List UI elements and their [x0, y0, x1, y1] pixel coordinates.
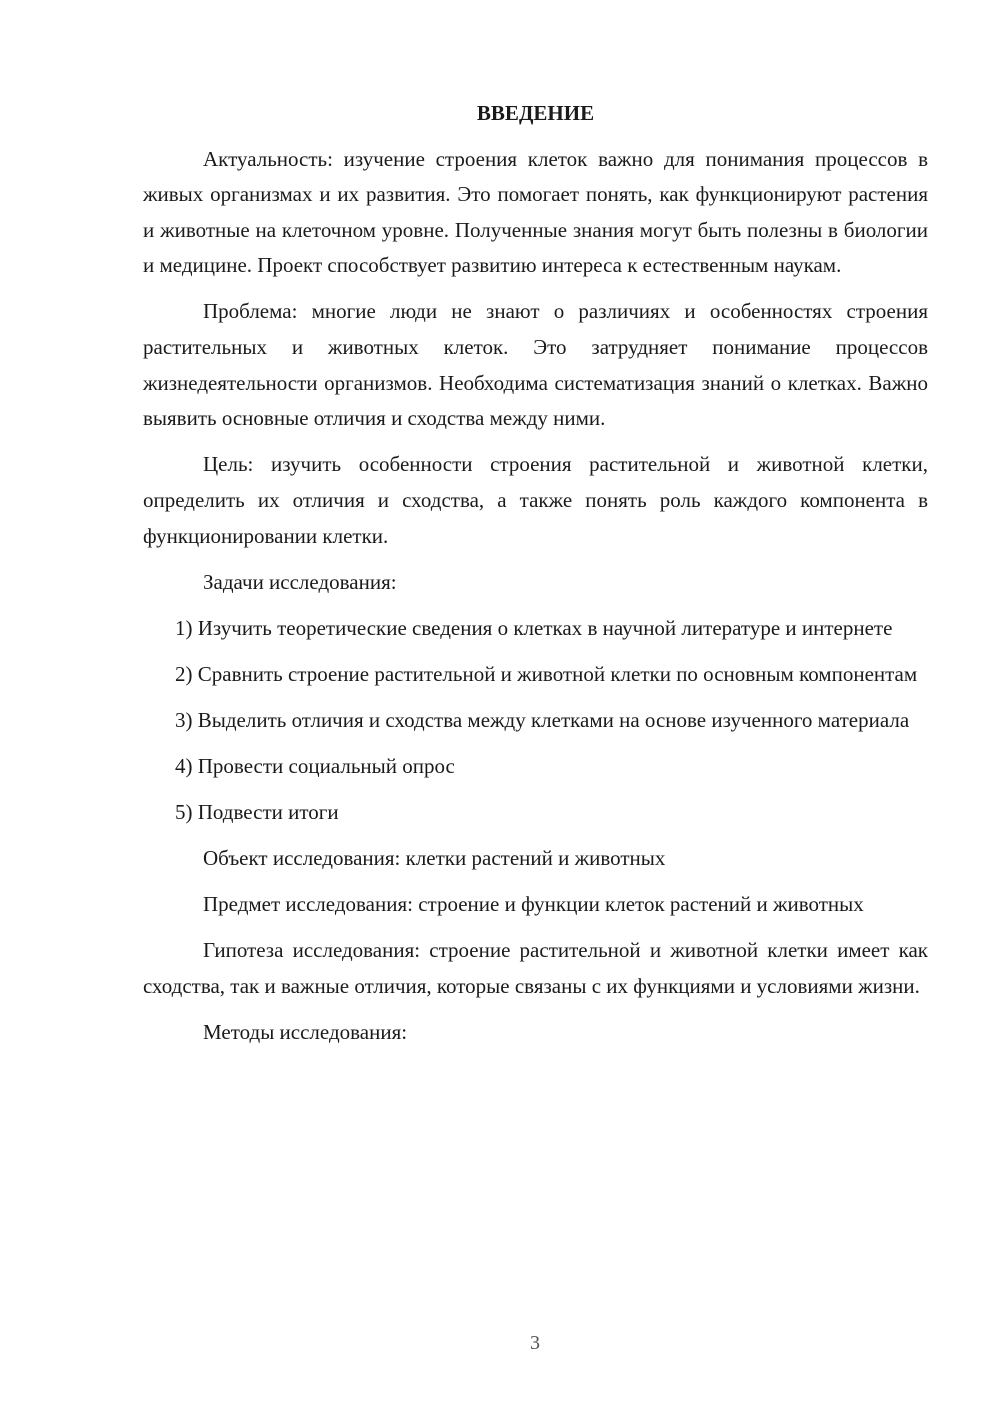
tasks-heading: Задачи исследования: — [203, 569, 397, 594]
hypothesis-paragraph: Гипотеза исследования: строение растительной и животной клетки имеет как сходства, так и важные отличия, которые связаны с их функциями и условиями жизни. — [143, 938, 928, 998]
document-page — [143, 96, 928, 1061]
task-item-5: 5) Подвести итоги — [175, 800, 339, 825]
relevance-paragraph: Актуальность: изучение строения клеток важно для понимания процессов в живых организмах и их развития. Это помогает понять, как функционируют растения и животные на клеточном уровне. Полученные знания могут быть полезны в биологии и медицине. Проект способствует развитию интереса к естественным наукам. — [143, 146, 928, 278]
page-number: 3 — [530, 1332, 540, 1354]
subject-paragraph: Предмет исследования: строение и функции клеток растений и животных — [203, 892, 864, 917]
document-title: ВВЕДЕНИЕ — [476, 101, 595, 125]
task-item-2: 2) Сравнить строение растительной и животной клетки по основным компонентам — [175, 661, 918, 686]
tasks-list — [143, 611, 928, 831]
task-item-1: 1) Изучить теоретические сведения о клетках в научной литературе и интернете — [175, 615, 893, 640]
task-item-3: 3) Выделить отличия и сходства между клетками на основе изученного материала — [175, 707, 910, 732]
goal-paragraph: Цель: изучить особенности строения растительной и животной клетки, определить их отличия и сходства, а также понять роль каждого компонента в функционировании клетки. — [143, 452, 928, 548]
object-paragraph: Объект исследования: клетки растений и животных — [203, 846, 666, 871]
methods-heading: Методы исследования: — [203, 1020, 408, 1045]
task-item-4: 4) Провести социальный опрос — [175, 754, 455, 778]
problem-paragraph: Проблема: многие люди не знают о различиях и особенностях строения растительных и животных клеток. Это затрудняет понимание процессов жизнедеятельности организмов. Необходима систематизация знаний о клетках. Важно выявить основные отличия и сходства между ними. — [143, 299, 928, 431]
